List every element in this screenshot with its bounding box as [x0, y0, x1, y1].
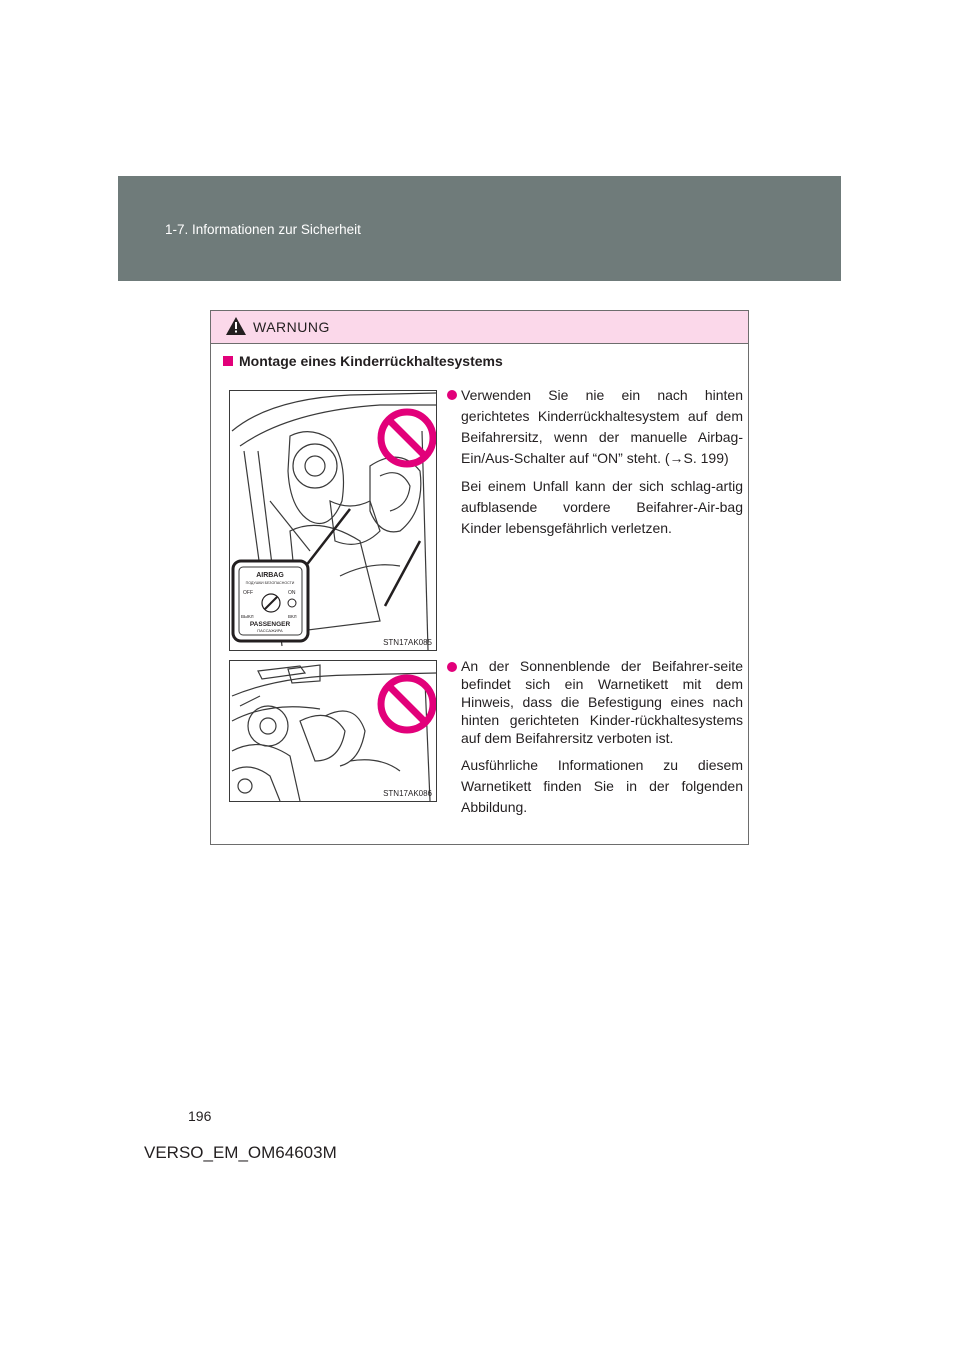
warning-item-1 — [447, 385, 743, 546]
warning-item-1-paragraph-1: Verwenden Sie nie ein nach hinten gerichtetes Kinderrückhaltesystem auf dem Beifahrersitz, wenn der manuelle Airbag-Ein/Aus-Schalter auf “ON” steht. (→S. 199) — [461, 387, 743, 466]
warning-item-2-paragraph-2: Ausführliche Informationen zu diesem Warnetikett finden Sie in der folgenden Abbildung. — [461, 757, 743, 815]
warning-label: WARNUNG — [253, 319, 330, 335]
switch-label-off-ru: ВЫКЛ — [241, 614, 254, 619]
warning-subheading — [223, 353, 503, 369]
subheading-text: Montage eines Kinderrückhaltesystems — [239, 353, 503, 369]
section-title: 1-7. Informationen zur Sicherheit — [165, 222, 361, 237]
switch-label-off: OFF — [243, 590, 253, 596]
warning-item-2-paragraph-1: An der Sonnenblende der Beifahrer-seite befindet sich ein Warnetikett mit dem Hinweis, dass die Befestigung eines nach hinten gerichteten Kinder-rückhaltesystems auf dem Beifahrersitz verboten ist. — [461, 658, 743, 746]
switch-label-airbag: AIRBAG — [256, 572, 284, 579]
switch-label-passenger-ru: ПАССАЖИРА — [257, 628, 283, 633]
figure-code: STN17AK086 — [383, 789, 432, 798]
page-number: 196 — [188, 1108, 212, 1124]
warning-item-1-paragraph-2: Bei einem Unfall kann der sich schlag-artig aufblasende vordere Beifahrer-Air-bag Kinder lebensgefährlich verletzen. — [461, 478, 743, 536]
warning-triangle-icon — [226, 317, 246, 335]
figure-sun-visor-warning-label — [229, 660, 437, 802]
child-seat-airbag-illustration — [230, 391, 436, 650]
prohibited-icon — [381, 678, 433, 730]
round-bullet-icon — [447, 390, 457, 400]
warning-item-2 — [447, 657, 743, 826]
switch-label-on: ON — [288, 590, 296, 596]
document-code: VERSO_EM_OM64603M — [144, 1143, 337, 1162]
warning-header — [211, 311, 748, 344]
switch-label-on-ru: ВКЛ — [288, 614, 297, 619]
section-header-band — [118, 176, 841, 281]
switch-label-passenger: PASSENGER — [249, 621, 291, 628]
warning-box — [210, 310, 749, 845]
prohibited-icon — [381, 412, 433, 464]
switch-label-airbag-ru: ПОДУШКИ БЕЗОПАСНОСТИ — [245, 581, 295, 585]
square-bullet-icon — [223, 356, 233, 366]
sun-visor-illustration — [230, 661, 436, 801]
figure-code: STN17AK085 — [383, 638, 432, 647]
round-bullet-icon — [447, 662, 457, 672]
figure-child-seat-airbag — [229, 390, 437, 651]
